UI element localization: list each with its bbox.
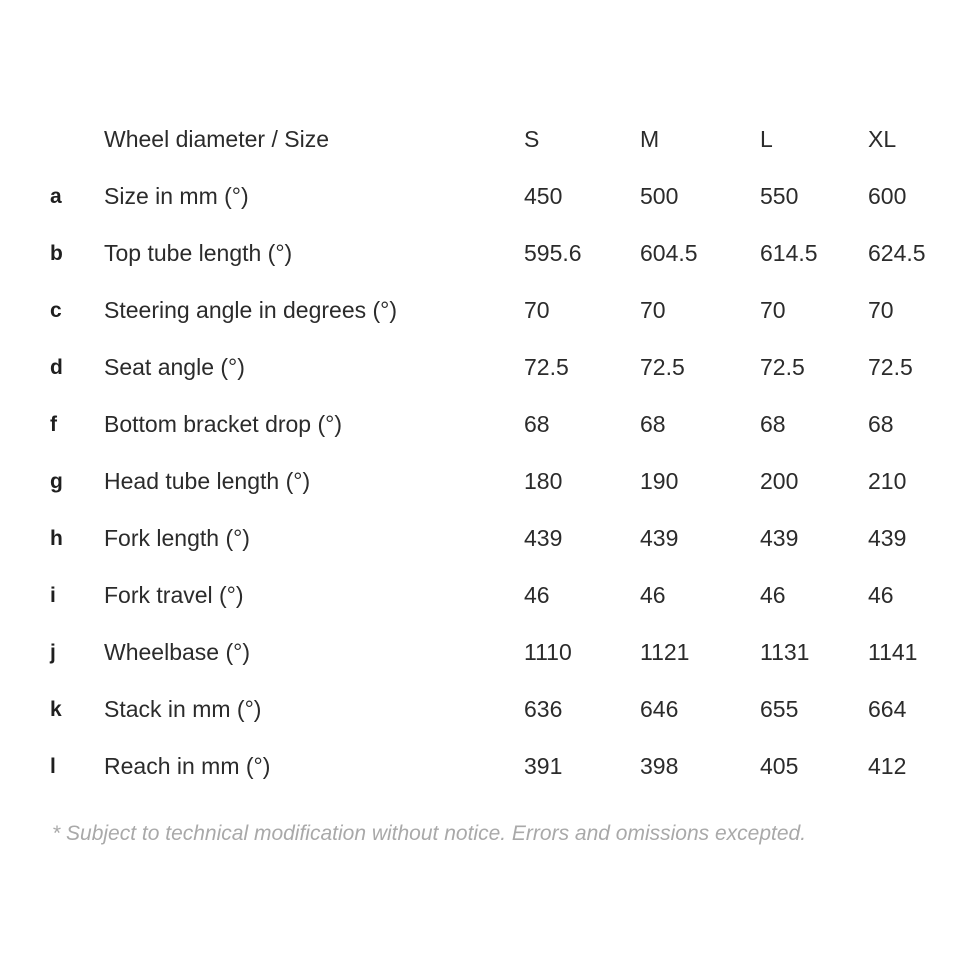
value-m: 46 [640,582,666,608]
row-label: Top tube length (°) [104,240,293,266]
value-m: 604.5 [640,240,698,266]
row-key: f [50,413,57,436]
row-label: Head tube length (°) [104,468,311,494]
value-s: 72.5 [524,354,569,380]
header-label: Wheel diameter / Size [104,126,329,152]
table-row [0,453,980,510]
value-s: 636 [524,696,563,722]
geometry-table [0,111,980,795]
table-row [0,624,980,681]
value-xl: 439 [868,525,907,551]
value-xl: 70 [868,297,894,323]
row-label: Fork travel (°) [104,582,244,608]
value-xl: 1141 [868,639,918,665]
row-key: i [50,584,56,607]
table-row [0,168,980,225]
value-s: 450 [524,183,563,209]
row-key: g [50,470,63,493]
value-s: 68 [524,411,550,437]
value-m: 1121 [640,639,690,665]
row-label: Fork length (°) [104,525,250,551]
table-row [0,681,980,738]
value-l: 72.5 [760,354,805,380]
value-l: 655 [760,696,799,722]
row-key: c [50,299,62,322]
size-header-m: M [640,126,660,152]
value-xl: 412 [868,753,907,779]
value-s: 439 [524,525,563,551]
value-s: 46 [524,582,550,608]
value-xl: 600 [868,183,907,209]
value-m: 72.5 [640,354,685,380]
table-header-row [0,111,980,168]
table-row [0,225,980,282]
table-row [0,339,980,396]
table-body [0,168,980,795]
row-label: Bottom bracket drop (°) [104,411,343,437]
size-header-s: S [524,126,540,152]
value-l: 1131 [760,639,810,665]
value-m: 646 [640,696,679,722]
value-l: 439 [760,525,799,551]
row-key: h [50,527,63,550]
row-key: j [50,641,56,664]
size-header-l: L [760,126,773,152]
value-m: 398 [640,753,679,779]
row-label: Wheelbase (°) [104,639,250,665]
table-row [0,510,980,567]
value-m: 70 [640,297,666,323]
value-m: 190 [640,468,679,494]
value-l: 405 [760,753,799,779]
row-key: k [50,698,62,721]
value-xl: 68 [868,411,894,437]
value-s: 595.6 [524,240,582,266]
row-label: Reach in mm (°) [104,753,271,779]
value-l: 614.5 [760,240,818,266]
table-row [0,738,980,795]
value-xl: 46 [868,582,894,608]
row-key: l [50,755,56,778]
value-l: 70 [760,297,786,323]
size-header-xl: XL [868,126,897,152]
value-s: 391 [524,753,563,779]
value-xl: 72.5 [868,354,913,380]
value-s: 70 [524,297,550,323]
table-row [0,396,980,453]
value-s: 1110 [524,639,572,665]
table-row [0,282,980,339]
value-xl: 624.5 [868,240,926,266]
table-row [0,567,980,624]
row-label: Steering angle in degrees (°) [104,297,398,323]
footnote: * Subject to technical modification without notice. Errors and omissions excepted. [52,822,807,845]
value-l: 550 [760,183,799,209]
row-key: a [50,185,62,208]
value-xl: 664 [868,696,907,722]
value-s: 180 [524,468,563,494]
row-label: Seat angle (°) [104,354,245,380]
value-l: 46 [760,582,786,608]
row-label: Size in mm (°) [104,183,249,209]
row-label: Stack in mm (°) [104,696,262,722]
value-l: 68 [760,411,786,437]
value-xl: 210 [868,468,907,494]
value-m: 68 [640,411,666,437]
row-key: b [50,242,63,265]
row-key: d [50,356,63,379]
value-m: 439 [640,525,679,551]
value-m: 500 [640,183,679,209]
value-l: 200 [760,468,799,494]
